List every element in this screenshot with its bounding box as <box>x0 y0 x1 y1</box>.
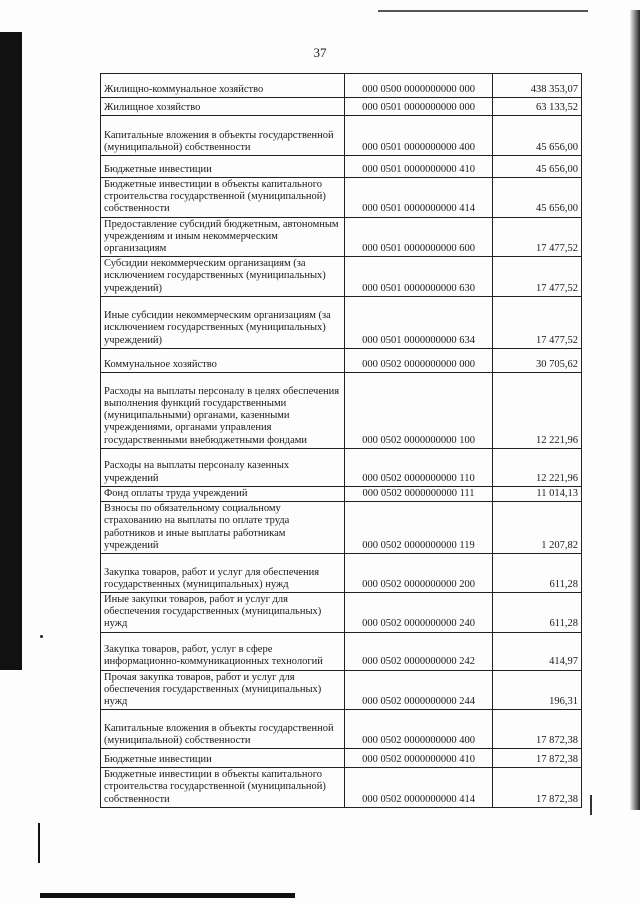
row-name: Иные закупки товаров, работ и услуг для обеспечения государственных (муниципальных) нужд <box>101 593 345 633</box>
page-number: 37 <box>313 45 327 60</box>
row-name: Бюджетные инвестиции в объекты капитального строительства государственной (муниципальной) собственности <box>101 178 345 218</box>
scan-mark-left <box>38 823 40 863</box>
table-row <box>101 768 582 808</box>
table-row <box>101 257 582 297</box>
table-row <box>101 296 582 348</box>
table-row <box>101 98 582 116</box>
row-amount: 12 221,96 <box>493 448 582 486</box>
row-code: 000 0502 0000000000 110 <box>345 448 493 486</box>
row-code: 000 0502 0000000000 000 <box>345 348 493 372</box>
row-code: 000 0502 0000000000 111 <box>345 486 493 501</box>
row-code: 000 0502 0000000000 242 <box>345 632 493 670</box>
row-amount: 17 477,52 <box>493 296 582 348</box>
table-row <box>101 217 582 257</box>
row-code: 000 0502 0000000000 200 <box>345 554 493 593</box>
row-code: 000 0501 0000000000 400 <box>345 116 493 156</box>
row-name: Субсидии некоммерческим организациям (за исключением государственных (муниципальных) учреждений) <box>101 257 345 297</box>
row-amount: 17 477,52 <box>493 257 582 297</box>
row-code: 000 0502 0000000000 400 <box>345 710 493 749</box>
row-code: 000 0501 0000000000 630 <box>345 257 493 297</box>
row-code: 000 0501 0000000000 410 <box>345 156 493 178</box>
row-name: Предоставление субсидий бюджетным, автономным учреждениям и иным некоммерческим организациям <box>101 217 345 257</box>
row-name: Расходы на выплаты персоналу в целях обеспечения выполнения функций государственными (муниципальными) органами, казенными учреждениями, органами управления государственными внебюджетными фондами <box>101 372 345 448</box>
row-name: Капитальные вложения в объекты государственной (муниципальной) собственности <box>101 710 345 749</box>
row-name: Капитальные вложения в объекты государственной (муниципальной) собственности <box>101 116 345 156</box>
row-amount: 45 656,00 <box>493 178 582 218</box>
table-row <box>101 593 582 633</box>
scan-mark-right <box>590 795 592 815</box>
table-row <box>101 156 582 178</box>
table-row <box>101 178 582 218</box>
row-name: Иные субсидии некоммерческим организациям (за исключением государственных (муниципальных) учреждений) <box>101 296 345 348</box>
row-amount: 45 656,00 <box>493 116 582 156</box>
table-row <box>101 502 582 554</box>
row-code: 000 0502 0000000000 414 <box>345 768 493 808</box>
table-row <box>101 749 582 768</box>
table-row <box>101 632 582 670</box>
row-name: Взносы по обязательному социальному страхованию на выплаты по оплате труда работников и иные выплаты работникам учреждений <box>101 502 345 554</box>
row-name: Жилищно-коммунальное хозяйство <box>101 74 345 98</box>
table-row <box>101 116 582 156</box>
table-row <box>101 486 582 501</box>
row-amount: 611,28 <box>493 593 582 633</box>
row-amount: 414,97 <box>493 632 582 670</box>
row-code: 000 0500 0000000000 000 <box>345 74 493 98</box>
row-amount: 196,31 <box>493 670 582 710</box>
row-code: 000 0501 0000000000 600 <box>345 217 493 257</box>
row-code: 000 0501 0000000000 000 <box>345 98 493 116</box>
row-amount: 63 133,52 <box>493 98 582 116</box>
row-code: 000 0501 0000000000 634 <box>345 296 493 348</box>
table-row <box>101 670 582 710</box>
row-code: 000 0502 0000000000 100 <box>345 372 493 448</box>
row-name: Бюджетные инвестиции <box>101 749 345 768</box>
scan-edge-left <box>0 32 22 670</box>
row-code: 000 0502 0000000000 119 <box>345 502 493 554</box>
row-name: Бюджетные инвестиции <box>101 156 345 178</box>
row-amount: 611,28 <box>493 554 582 593</box>
row-amount: 1 207,82 <box>493 502 582 554</box>
row-code: 000 0501 0000000000 414 <box>345 178 493 218</box>
scan-edge-right <box>630 10 640 810</box>
row-amount: 17 872,38 <box>493 768 582 808</box>
row-amount: 17 872,38 <box>493 710 582 749</box>
row-name: Фонд оплаты труда учреждений <box>101 486 345 501</box>
row-amount: 438 353,07 <box>493 74 582 98</box>
table-row <box>101 554 582 593</box>
row-amount: 17 477,52 <box>493 217 582 257</box>
table-row <box>101 710 582 749</box>
row-name: Расходы на выплаты персоналу казенных учреждений <box>101 448 345 486</box>
budget-table <box>100 73 582 808</box>
table-row <box>101 348 582 372</box>
scan-line-bottom <box>40 893 295 898</box>
row-code: 000 0502 0000000000 410 <box>345 749 493 768</box>
row-code: 000 0502 0000000000 240 <box>345 593 493 633</box>
scan-line-top <box>378 10 588 12</box>
row-amount: 12 221,96 <box>493 372 582 448</box>
table-row <box>101 74 582 98</box>
row-amount: 17 872,38 <box>493 749 582 768</box>
row-name: Прочая закупка товаров, работ и услуг для обеспечения государственных (муниципальных) нужд <box>101 670 345 710</box>
row-code: 000 0502 0000000000 244 <box>345 670 493 710</box>
row-name: Жилищное хозяйство <box>101 98 345 116</box>
row-amount: 11 014,13 <box>493 486 582 501</box>
table-row <box>101 372 582 448</box>
scan-dot <box>40 635 43 638</box>
table-row <box>101 448 582 486</box>
row-name: Бюджетные инвестиции в объекты капитального строительства государственной (муниципальной) собственности <box>101 768 345 808</box>
row-name: Закупка товаров, работ и услуг для обеспечения государственных (муниципальных) нужд <box>101 554 345 593</box>
row-name: Коммунальное хозяйство <box>101 348 345 372</box>
row-name: Закупка товаров, работ, услуг в сфере информационно-коммуникационных технологий <box>101 632 345 670</box>
row-amount: 45 656,00 <box>493 156 582 178</box>
row-amount: 30 705,62 <box>493 348 582 372</box>
